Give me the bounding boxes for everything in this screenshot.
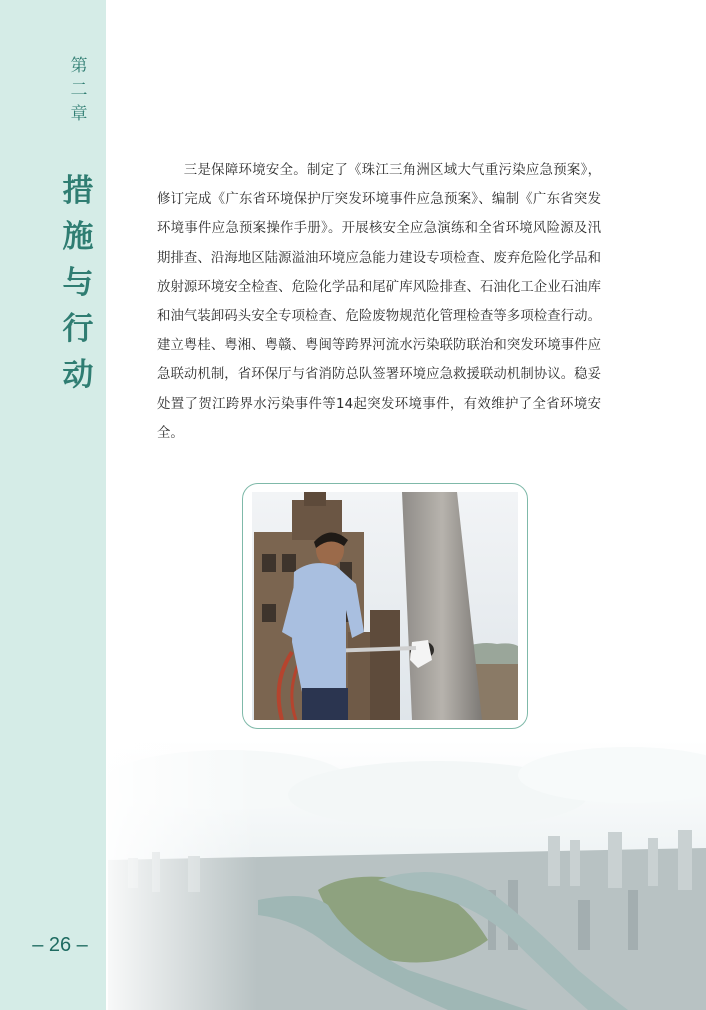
title-char: 与 [62,265,94,301]
chapter-sidebar [0,0,106,1010]
city-panorama [108,740,706,1010]
inspection-photo-illustration [252,492,518,720]
chapter-char: 章 [70,104,88,124]
chapter-title [58,168,98,398]
title-char: 动 [62,357,94,393]
page-number: – 26 – [32,934,88,956]
city-panorama-illustration [108,740,706,1010]
inspection-photo [252,492,518,720]
title-char: 行 [62,311,94,347]
title-char: 措 [62,173,94,209]
chapter-number [66,54,92,126]
chapter-char: 二 [70,80,88,100]
chapter-char: 第 [70,56,88,76]
photo-frame [242,483,528,729]
body-paragraph: 三是保障环境安全。制定了《珠江三角洲区域大气重污染应急预案》，修订完成《广东省环境保护厅突发环境事件应急预案》、编制《广东省突发环境事件应急预案操作手册》。开展核安全应急演练和全省环境风险源及汛期排查、沿海地区陆源溢油环境应急能力建设专项检查、废弃危险化学品和放射源环境安全检查、危险化学品和尾矿库风险排查、石油化工企业石油库和油气装卸码头安全专项检查、危险废物规范化管理检查等多项检查行动。建立粤桂、粤湘、粤赣、粤闽等跨界河流水污染联防联治和突发环境事件应急联动机制，省环保厅与省消防总队签署环境应急救援联动机制协议。稳妥处置了贺江跨界水污染事件等14起突发环境事件，有效维护了全省环境安全。 [157,163,601,441]
title-char: 施 [62,219,94,255]
